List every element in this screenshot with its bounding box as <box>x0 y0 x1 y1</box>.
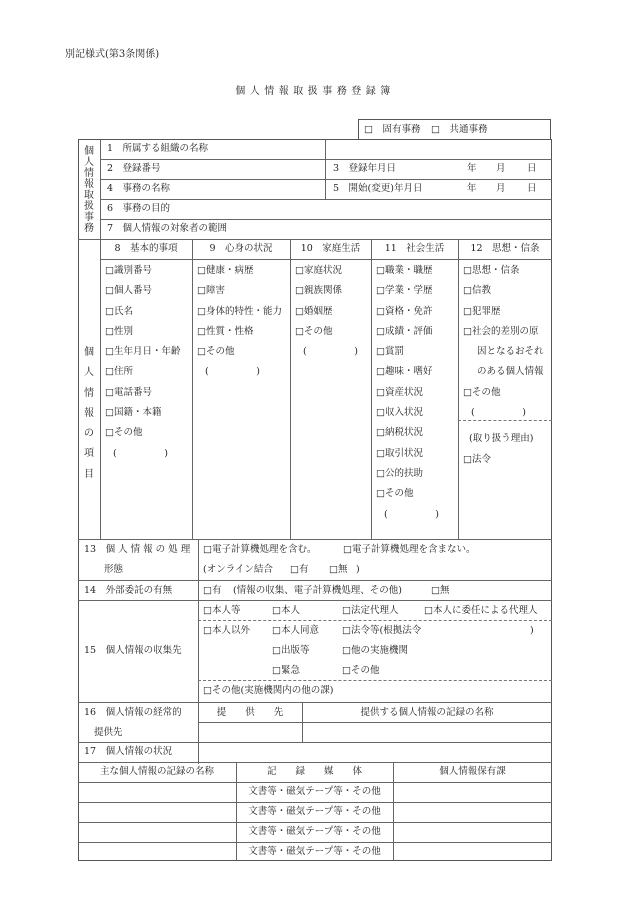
checkbox-other-agency[interactable]: □ 他の実施機関 <box>342 645 408 657</box>
field-reg-number-label: 2 登録番号 <box>107 163 161 174</box>
checkbox-hobbies[interactable]: □ 趣味・嗜好 <box>376 366 439 386</box>
reg-date-year: 年 <box>467 163 477 174</box>
checkbox-beliefs[interactable]: □ 思想・信条 <box>463 265 544 285</box>
checkbox-rewards-punishments[interactable]: □ 賞罰 <box>376 346 439 366</box>
recipient-field[interactable] <box>200 724 300 740</box>
col-family-list <box>295 265 358 366</box>
checkbox-assets[interactable]: □ 資産状況 <box>376 387 439 407</box>
discrimination-risk-line2: 因となるおそれ <box>477 346 544 358</box>
checkbox-tax[interactable]: □ 納税状況 <box>376 427 439 447</box>
checkbox-non-principal[interactable]: □ 本人以外 <box>203 625 250 637</box>
checkbox-principal-consent[interactable]: □ 本人同意 <box>272 625 319 637</box>
form-caption: 別記様式(第3条関係) <box>65 49 160 60</box>
online-link-close: ) <box>356 564 360 575</box>
checkbox-outsourcing-yes[interactable]: □ 有 <box>203 585 222 597</box>
col-physical-header: 9 心身の状況 <box>209 243 273 254</box>
laws-close-paren: ) <box>530 625 534 636</box>
checkbox-other-section[interactable]: □ その他(実施機関内の他の課) <box>203 685 333 697</box>
checkbox-individual-number[interactable]: □ 個人番号 <box>105 285 181 305</box>
belief-other-detail[interactable]: ( ) <box>471 407 526 419</box>
checkbox-basic-other[interactable]: □ その他 <box>105 427 181 447</box>
checkbox-phone[interactable]: □ 電話番号 <box>105 387 181 407</box>
section-a-side-label: 個 人 情 報 取 扱 事 務 <box>84 146 94 234</box>
checkbox-laws[interactable]: □ 法令等(根拠法令 <box>342 625 421 637</box>
checkbox-education[interactable]: □ 学業・学歴 <box>376 285 439 305</box>
checkbox-publications[interactable]: □ 出版等 <box>272 645 310 657</box>
checkbox-reason-law[interactable]: □ 法令 <box>463 454 491 466</box>
record-media-header: 記 録 媒 体 <box>266 766 362 777</box>
checkbox-occupation[interactable]: □ 職業・職歴 <box>376 265 439 285</box>
field-purpose-label: 6 事務の目的 <box>107 203 171 214</box>
record-media-cell[interactable]: 文書等・磁気テープ等・その他 <box>248 846 381 857</box>
field-org-name-value[interactable] <box>330 141 550 157</box>
col-belief-list <box>463 265 544 427</box>
holding-dept-header: 個人情報保有課 <box>439 766 506 777</box>
checkbox-grades[interactable]: □ 成績・評価 <box>376 326 439 346</box>
checkbox-emergency[interactable]: □ 緊急 <box>272 665 300 677</box>
processing-form-label-line1: 13 個 人 情 報 の 処 理 <box>84 544 191 555</box>
record-name-cell[interactable] <box>80 804 234 820</box>
field-org-name-label: 1 所属する組織の名称 <box>107 143 209 154</box>
checkbox-personality[interactable]: □ 性質・性格 <box>197 326 282 346</box>
record-name-header: 主な個人情報の記録の名称 <box>99 766 214 777</box>
start-date-day: 日 <box>527 183 537 194</box>
physical-other-detail[interactable]: ( ) <box>205 366 260 378</box>
checkbox-name[interactable]: □ 氏名 <box>105 306 181 326</box>
record-name-cell[interactable] <box>80 844 234 860</box>
record-name-cell[interactable] <box>80 784 234 800</box>
office-type-specific[interactable]: □ 固有事務 <box>364 124 421 136</box>
checkbox-principal-etc[interactable]: □ 本人等 <box>203 605 241 617</box>
info-status-label: 17 個人情報の状況 <box>84 746 173 757</box>
checkbox-identification-number[interactable]: □ 識別番号 <box>105 265 181 285</box>
checkbox-legal-representative[interactable]: □ 法定代理人 <box>342 605 399 617</box>
col-belief-header: 12 思想・信条 <box>470 243 540 254</box>
checkbox-source-other[interactable]: □ その他 <box>342 665 380 677</box>
reg-date-month: 月 <box>496 163 506 174</box>
checkbox-computer-processing-included[interactable]: □ 電子計算機処理を含む。 <box>203 544 317 556</box>
col-basic-list <box>105 265 181 468</box>
checkbox-computer-processing-excluded[interactable]: □ 電子計算機処理を含まない。 <box>343 544 476 556</box>
basic-other-detail[interactable]: ( ) <box>113 447 168 459</box>
outsourcing-label: 14 外部委託の有無 <box>84 585 173 596</box>
form-title: 個人情報取扱事務登録簿 <box>235 86 395 97</box>
start-date-month: 月 <box>496 183 506 194</box>
discrimination-risk-line3: のある個人情報 <box>477 366 544 378</box>
reg-date-day: 日 <box>527 163 537 174</box>
checkbox-transactions[interactable]: □ 取引状況 <box>376 448 439 468</box>
checkbox-qualifications[interactable]: □ 資格・免許 <box>376 306 439 326</box>
checkbox-religion[interactable]: □ 信教 <box>463 285 544 305</box>
checkbox-income[interactable]: □ 収入状況 <box>376 407 439 427</box>
field-reg-date-label: 3 登録年月日 <box>333 163 397 174</box>
checkbox-appointed-representative[interactable]: □ 本人に委任による代理人 <box>424 605 538 617</box>
field-office-name-label: 4 事務の名称 <box>107 183 171 194</box>
holding-dept-cell[interactable] <box>395 804 550 820</box>
col-basic-header: 8 基本的事項 <box>114 243 178 254</box>
handling-reason-label: (取り扱う理由) <box>469 433 534 444</box>
checkbox-address[interactable]: □ 住所 <box>105 366 181 386</box>
office-type-common[interactable]: □ 共通事務 <box>431 124 488 136</box>
checkbox-disability[interactable]: □ 障害 <box>197 285 282 305</box>
checkbox-principal[interactable]: □ 本人 <box>272 605 300 617</box>
record-media-cell[interactable]: 文書等・磁気テープ等・その他 <box>248 826 381 837</box>
field-start-date-label: 5 開始(変更)年月日 <box>333 183 423 194</box>
col-physical-list <box>197 265 282 387</box>
provided-record-header: 提供する個人情報の記録の名称 <box>360 707 494 718</box>
holding-dept-cell[interactable] <box>395 824 550 840</box>
checkbox-family-other[interactable]: □ その他 <box>295 326 358 346</box>
checkbox-online-yes[interactable]: □ 有 <box>290 564 309 576</box>
checkbox-birthdate-age[interactable]: □ 生年月日・年齢 <box>105 346 181 366</box>
checkbox-outsourcing-no[interactable]: □ 無 <box>431 585 450 597</box>
provided-record-field[interactable] <box>304 724 550 740</box>
regular-provision-label-line2: 提供先 <box>94 727 123 738</box>
checkbox-public-assistance[interactable]: □ 公的扶助 <box>376 468 439 488</box>
checkbox-health-history[interactable]: □ 健康・病歴 <box>197 265 282 285</box>
holding-dept-cell[interactable] <box>395 784 550 800</box>
checkbox-belief-other[interactable]: □ その他 <box>463 387 544 407</box>
office-type-box <box>358 119 551 140</box>
record-media-cell[interactable]: 文書等・磁気テープ等・その他 <box>248 806 381 817</box>
social-other-detail[interactable]: ( ) <box>384 508 439 520</box>
field-target-scope-label: 7 個人情報の対象者の範囲 <box>107 223 228 234</box>
checkbox-physical-traits[interactable]: □ 身体的特性・能力 <box>197 306 282 326</box>
col-social-header: 11 社会生活 <box>384 243 445 254</box>
checkbox-social-other[interactable]: □ その他 <box>376 488 439 508</box>
recipient-header: 提 供 先 <box>216 707 284 718</box>
checkbox-nationality[interactable]: □ 国籍・本籍 <box>105 407 181 427</box>
col-social-list <box>376 265 439 529</box>
holding-dept-cell[interactable] <box>395 844 550 860</box>
col-family-header: 10 家庭生活 <box>300 243 361 254</box>
start-date-year: 年 <box>467 183 477 194</box>
record-media-cell[interactable]: 文書等・磁気テープ等・その他 <box>248 786 381 797</box>
checkbox-criminal-record[interactable]: □ 犯罪歴 <box>463 306 544 326</box>
checkbox-relatives[interactable]: □ 親族関係 <box>295 285 358 305</box>
processing-form-label-line2: 形態 <box>104 564 124 575</box>
checkbox-online-no[interactable]: □ 無 <box>329 564 348 576</box>
family-other-detail[interactable]: ( ) <box>303 346 358 358</box>
online-link-label: (オンライン結合 <box>203 564 273 575</box>
checkbox-marriage-history[interactable]: □ 婚姻歴 <box>295 306 358 326</box>
checkbox-discrimination-risk[interactable]: □ 社会的差別の原 <box>463 326 544 346</box>
checkbox-physical-other[interactable]: □ その他 <box>197 346 282 366</box>
regular-provision-label-line1: 16 個人情報の経常的 <box>84 707 182 718</box>
checkbox-gender[interactable]: □ 性別 <box>105 326 181 346</box>
checkbox-family-status[interactable]: □ 家庭状況 <box>295 265 358 285</box>
section-b-side-label: 個 人 情 報 の 項 目 <box>84 347 94 480</box>
collection-source-label: 15 個人情報の収集先 <box>84 645 182 656</box>
record-name-cell[interactable] <box>80 824 234 840</box>
outsourcing-yes-detail: (情報の収集、電子計算機処理、その他) <box>233 585 402 596</box>
